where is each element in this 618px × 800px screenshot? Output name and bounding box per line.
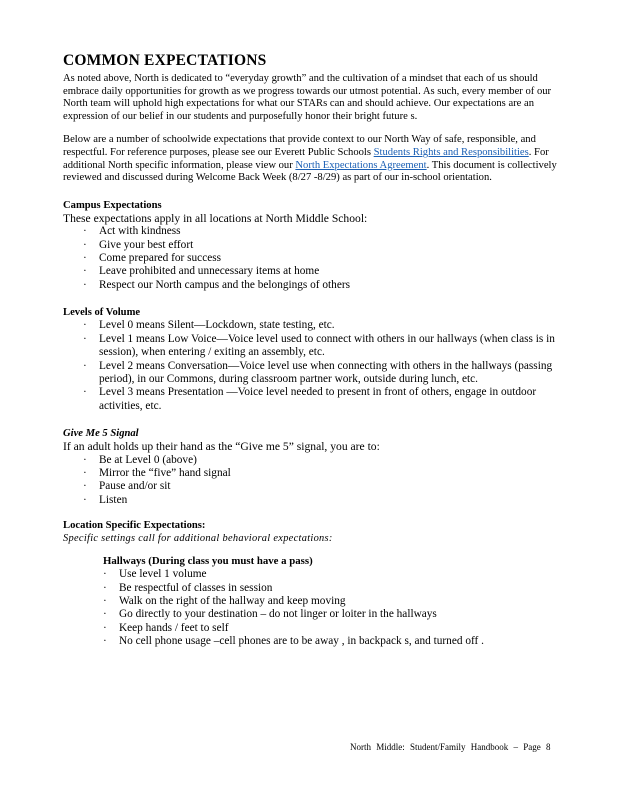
campus-intro: These expectations apply in all locations at North Middle School: [63, 211, 368, 225]
bullet-icon: · [83, 225, 87, 238]
give5-step-item [63, 494, 563, 507]
give5-step-item [63, 454, 563, 467]
hallway-expectation-item [103, 568, 563, 581]
bullet-icon: · [83, 493, 87, 506]
campus-expectation-item-text: Respect our North campus and the belongings of others [99, 278, 350, 291]
hallways-heading: Hallways (During class you must have a pass) [103, 555, 313, 568]
volume-level-item-text: Level 3 means Presentation —Voice level needed to present in front of others, engage in outdoor activities, etc. [99, 386, 537, 412]
volume-level-item [63, 319, 563, 332]
give5-heading: Give Me 5 Signal [63, 428, 139, 440]
hallway-expectation-item-text: No cell phone usage –cell phones are to be away , in backpack s, and turned off . [119, 635, 484, 648]
hallway-expectation-item [103, 622, 563, 635]
volume-level-item [63, 360, 563, 387]
volume-heading: Levels of Volume [63, 307, 141, 319]
give5-section [63, 427, 563, 507]
volume-level-item-text: Level 0 means Silent—Lockdown, state testing, etc. [99, 319, 335, 332]
give5-intro: If an adult holds up their hand as the “Give me 5” signal, you are to: [63, 440, 380, 454]
campus-expectation-item [63, 279, 563, 292]
volume-level-item-text: Level 2 means Conversation—Voice level use when connecting with others in the hallways (passing period), in our Commons, during classroom partner work, outside during lunch, etc. [99, 359, 553, 385]
campus-expectation-item-text: Leave prohibited and unnecessary items at home [99, 265, 320, 278]
give5-step-item-text: Mirror the “five” hand signal [99, 467, 231, 480]
resources-text-2: . For additional North specific information, please view our [63, 146, 549, 171]
campus-expectation-item [63, 239, 563, 252]
bullet-icon: · [83, 238, 87, 251]
hallway-expectation-item-text: Be respectful of classes in session [119, 581, 273, 594]
bullet-icon: · [83, 386, 87, 399]
campus-expectation-item [63, 225, 563, 238]
location-subheading: Specific settings call for additional behavioral expectations: [63, 533, 333, 545]
hallway-expectation-item-text: Go directly to your destination – do not linger or loiter in the hallways [119, 608, 437, 621]
campus-expectation-item-text: Act with kindness [99, 225, 181, 238]
bullet-icon: · [83, 319, 87, 332]
give5-step-item-text: Listen [99, 493, 128, 506]
intro-paragraph: As noted above, North is dedicated to “everyday growth” and the cultivation of a mindset that each of us should embrace daily opportunities for growth as we progress towards our utmost potential. As such, every member of our North team will uphold high expectations for what our STARs can and should achieve. Our expectations are an expression of our belief in our students and purposefully honor their bright future s. [63, 73, 552, 122]
campus-expectation-item-text: Come prepared for success [99, 252, 222, 265]
location-section [63, 519, 563, 648]
give5-step-item-text: Pause and/or sit [99, 480, 171, 493]
hallway-expectation-item-text: Keep hands / feet to self [119, 621, 229, 634]
bullet-icon: · [103, 595, 107, 608]
hallway-expectation-item [103, 608, 563, 621]
hallway-expectation-item-text: Walk on the right of the hallway and keep moving [119, 595, 346, 608]
resources-text-1: Below are a number of schoolwide expectations that provide context to our North Way of safe, responsible, and respectful. For reference purposes, please see our Everett Public Schools [63, 134, 536, 158]
hallways-subsection [103, 555, 563, 648]
bullet-icon: · [83, 278, 87, 291]
campus-heading: Campus Expectations [63, 199, 162, 211]
give5-step-item [63, 480, 563, 493]
bullet-icon: · [83, 252, 87, 265]
give5-step-item [63, 467, 563, 480]
volume-level-item [63, 333, 563, 360]
bullet-icon: · [83, 359, 87, 372]
volume-level-item [63, 386, 563, 413]
bullet-icon: · [103, 635, 107, 648]
hallway-expectation-item-text: Use level 1 volume [119, 568, 207, 581]
location-heading: Location Specific Expectations: [63, 520, 206, 532]
campus-section [63, 199, 563, 293]
bullet-icon: · [103, 621, 107, 634]
give5-step-item-text: Be at Level 0 (above) [99, 453, 197, 466]
hallways-list [103, 568, 563, 648]
campus-expectation-item [63, 252, 563, 265]
bullet-icon: · [83, 480, 87, 493]
campus-expectation-item [63, 265, 563, 278]
bullet-icon: · [103, 581, 107, 594]
campus-expectation-item-text: Give your best effort [99, 238, 194, 251]
hallway-expectation-item [103, 595, 563, 608]
bullet-icon: · [103, 568, 107, 581]
give5-list [63, 454, 563, 508]
resources-text-3: . This document is collectively reviewed and discussed during Welcome Back Week (8/27 -8/29) as part of our in-school orientation. [63, 159, 557, 184]
bullet-icon: · [103, 608, 107, 621]
volume-list [63, 319, 563, 413]
resources-paragraph [63, 134, 563, 184]
page-title: COMMON EXPECTATIONS [63, 52, 267, 69]
volume-level-item-text: Level 1 means Low Voice—Voice level used to connect with others in our hallways (when class is in session), when entering / exiting an assembly, etc. [99, 332, 555, 359]
hallway-expectation-item [103, 635, 563, 648]
bullet-icon: · [83, 265, 87, 278]
hallway-expectation-item [103, 582, 563, 595]
campus-list [63, 225, 563, 292]
expectations-agreement-link[interactable]: North Expectations Agreement [295, 159, 427, 171]
page-footer: North Middle: Student/Family Handbook – Page 8 [350, 742, 551, 752]
bullet-icon: · [83, 332, 87, 345]
page-content [63, 52, 563, 649]
volume-section [63, 306, 563, 413]
bullet-icon: · [83, 467, 87, 480]
students-rights-link[interactable]: Students Rights and Responsibilities [373, 146, 529, 158]
bullet-icon: · [83, 453, 87, 466]
